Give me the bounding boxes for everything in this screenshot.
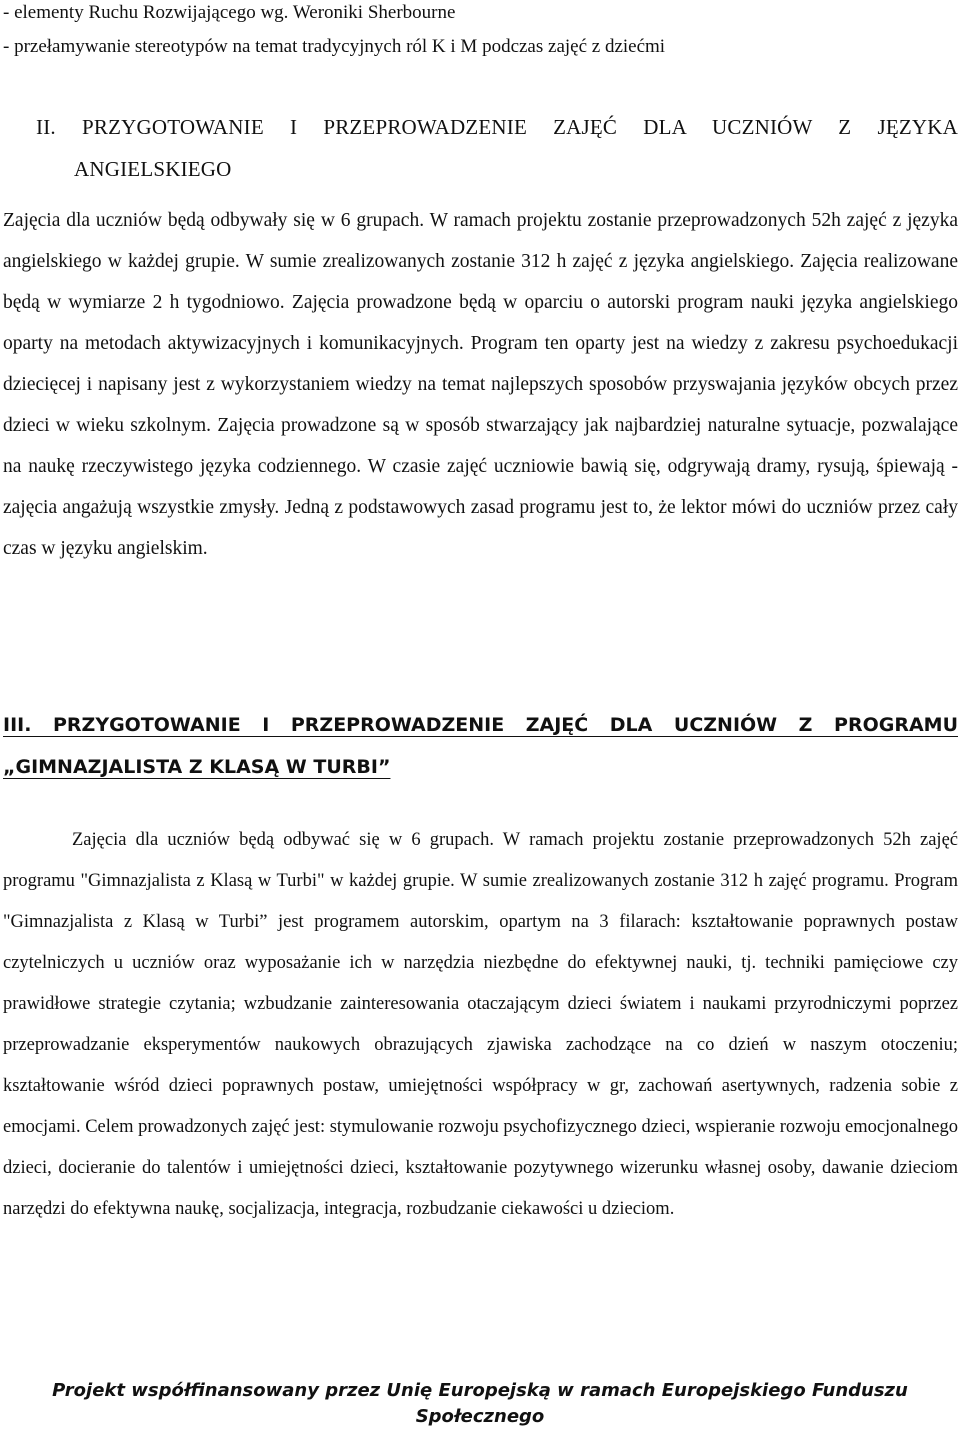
list-item: - przełamywanie stereotypów na temat tradycyjnych ról K i M podczas zajęć z dziećmi (3, 36, 666, 57)
footer-funding-note (0, 1378, 960, 1430)
section-2-heading (36, 106, 958, 190)
footer-line-1: Projekt współfinansowany przez Unię Europejską w ramach Europejskiego Funduszu (52, 1380, 908, 1401)
section-2-heading-line1 (36, 106, 958, 148)
section-2-heading-line2: ANGIELSKIEGO (74, 157, 232, 181)
section-3-heading (3, 704, 958, 788)
section-2-title: PRZYGOTOWANIE I PRZEPROWADZENIE ZAJĘĆ DLA UCZNIÓW Z JĘZYKA (81, 115, 958, 139)
section-2-body: Zajęcia dla uczniów będą odbywały się w 6 grupach. W ramach projektu zostanie przeprowadzonych 52h zajęć z języka angielskiego w każdej grupie. W sumie zrealizowanych zostanie 312 h zajęć z języka angielskiego. Zajęcia realizowane będą w wymiarze 2 h tygodniowo. Zajęcia prowadzone będą w oparciu o autorski program nauki języka angielskiego oparty na metodach aktywizacyjnych i komunikacyjnych. Program ten oparty jest na wiedzy z zakresu psychoedukacji dziecięcej i napisany jest z wykorzystaniem wiedzy na temat najlepszych sposobów przyswajania języków obcych przez dzieci w wieku szkolnym. Zajęcia prowadzone są w sposób stwarzający jak najbardziej naturalne sytuacje, pozwalające na naukę rzeczywistego języka codziennego. W czasie zajęć uczniowie bawią się, odgrywają dramy, rysują, śpiewają - zajęcia angażują wszystkie zmysły. Jedną z podstawowych zasad programu jest to, że lektor mówi do uczniów przez cały czas w języku angielskim. (3, 210, 958, 559)
section-3-heading-line2: „GIMNAZJALISTA Z KLASĄ W TURBI” (3, 756, 391, 778)
section-2-number: II. (36, 115, 56, 139)
section-3-heading-line1: III. PRZYGOTOWANIE I PRZEPROWADZENIE ZAJĘĆ DLA UCZNIÓW Z PROGRAMU (3, 714, 958, 736)
section-3-body: Zajęcia dla uczniów będą odbywać się w 6 grupach. W ramach projektu zostanie przeprowadzonych 52h zajęć programu "Gimnazjalista z Klasą w Turbi" w każdej grupie. W sumie zrealizowanych zostanie 312 h zajęć programu. Program "Gimnazjalista z Klasą w Turbi” jest programem autorskim, opartym na 3 filarach: kształtowanie poprawnych postaw czytelniczych u uczniów oraz wyposażanie ich w narzędzia niezbędne do efektywnej nauki, tj. techniki pamięciowe czy prawidłowe strategie czytania; wzbudzanie zainteresowania otaczającym dzieci światem i naukami przyrodniczymi poprzez przeprowadzanie eksperymentów naukowych obrazujących zjawiska zachodzące na co dzień w naszym otoczeniu; kształtowanie wśród dzieci poprawnych postaw, umiejętności współpracy w gr, zachowań asertywnych, radzenia sobie z emocjami. Celem prowadzonych zajęć jest: stymulowanie rozwoju psychofizycznego dzieci, wspieranie rozwoju emocjonalnego dzieci, docieranie do talentów i umiejętności dzieci, kształtowanie pozytywnego wizerunku własnej osoby, dawanie dzieciom narzędzi do efektywna naukę, socjalizacja, integracja, rozbudzanie ciekawości u dzieciom. (3, 830, 958, 1219)
footer-line-2: Społecznego (415, 1406, 545, 1427)
list-item: - elementy Ruchu Rozwijającego wg. Weroniki Sherbourne (3, 2, 456, 23)
